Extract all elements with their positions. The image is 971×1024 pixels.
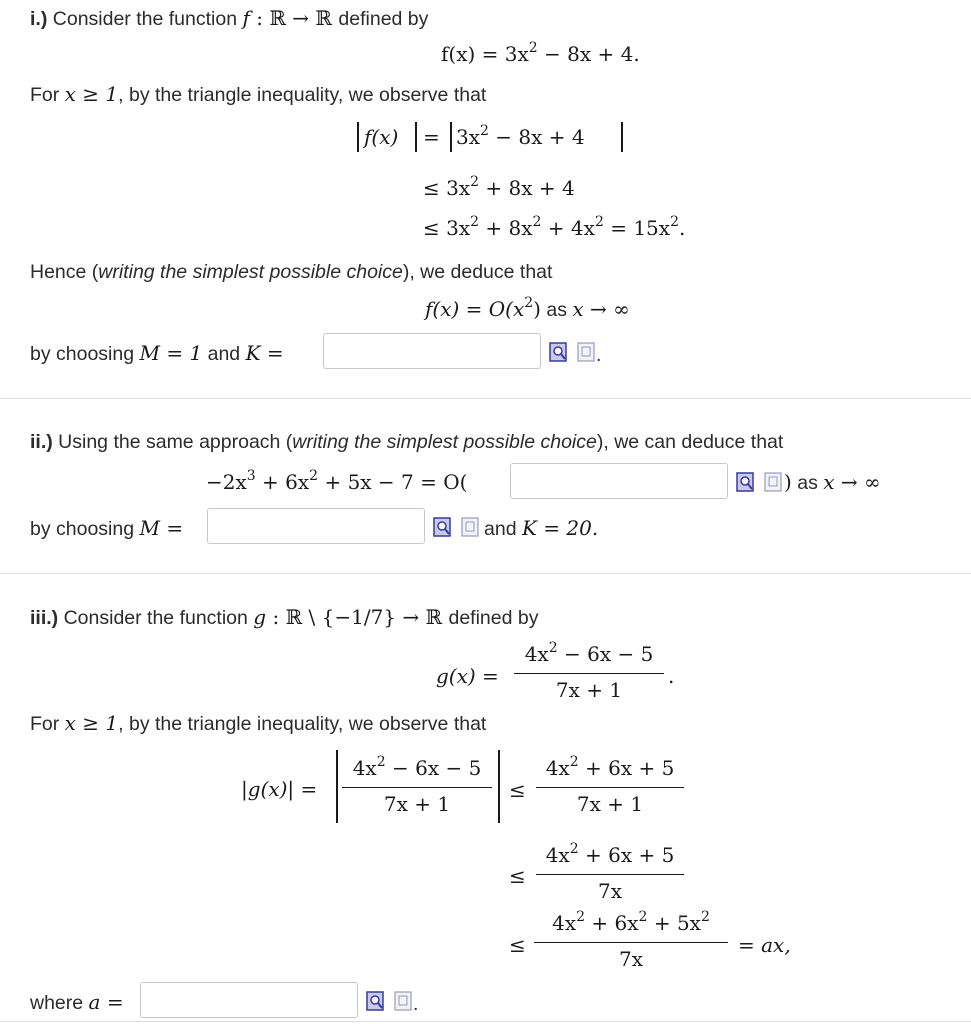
part1-choosing-text: by choosing — [30, 343, 135, 365]
part2-expr-e2: 2 — [309, 468, 319, 484]
part2-as-text: as — [791, 472, 824, 494]
part3-func-map: : ℝ \ {−1/7} → ℝ — [266, 605, 449, 629]
part1-ineq-line3 — [423, 216, 685, 240]
part1-def-exp: 2 — [528, 40, 538, 56]
part3-f1-fraction-bar — [342, 787, 492, 788]
part2-limit: x → ∞ — [823, 470, 881, 494]
part3-f4-numerator — [534, 911, 728, 935]
part1-hence-pre: Hence ( — [30, 261, 99, 283]
part1-intro-line — [30, 6, 428, 31]
part3-f2-num-a: 4x — [545, 756, 570, 780]
part3-f1-num-b: − 6x − 5 — [385, 756, 482, 780]
part3-g-numerator — [514, 642, 664, 666]
part3-le-3: ≤ — [509, 933, 526, 957]
part3-a-eq: a = — [88, 990, 124, 1014]
part3-abs-lhs: |g(x)| = — [241, 777, 318, 801]
part3-defined-by: defined by — [448, 607, 539, 629]
part1-line3-e2: 2 — [532, 214, 542, 230]
part1-for-text: For — [30, 84, 60, 106]
part1-hence-ital: writing the simplest possible choice — [98, 261, 403, 283]
part3-f4-num-e3: 2 — [700, 909, 710, 925]
part3-f4-num-b: + 6x — [585, 911, 639, 935]
part1-icon-end: . — [596, 344, 602, 366]
help-file-icon[interactable] — [461, 517, 479, 537]
part3-f1-num-a: 4x — [352, 756, 377, 780]
part1-line3-end: . — [678, 216, 686, 240]
part1-as-text: as — [540, 299, 573, 321]
help-file-icon[interactable] — [764, 472, 782, 492]
part2-intro-ital: writing the simplest possible choice — [292, 431, 597, 453]
part3-icon-end: . — [413, 993, 419, 1015]
help-file-icon[interactable] — [577, 342, 595, 362]
part3-f3-fraction-bar — [536, 874, 684, 875]
part1-ineq-line2 — [423, 176, 575, 200]
part1-intro: Consider the function — [52, 8, 238, 30]
part3-g-fraction-bar — [514, 673, 664, 674]
part1-condition: x ≥ 1 — [64, 82, 119, 106]
part3-for-line — [30, 711, 486, 736]
part3-condition: x ≥ 1 — [64, 711, 119, 735]
part3-g-dot: . — [668, 664, 675, 688]
part2-expression-tail — [784, 470, 881, 495]
part1-triangle-text: , by the triangle inequality, we observe that — [118, 84, 487, 106]
part3-f3-num-b: + 6x + 5 — [578, 843, 675, 867]
part3-f3-num-a: 4x — [545, 843, 570, 867]
part3-intro: Consider the function — [63, 607, 248, 629]
part3-f2-num-exp: 2 — [569, 754, 579, 770]
part1-line3-e4: 2 — [670, 214, 679, 230]
part3-f1-num-exp: 2 — [376, 754, 386, 770]
part1-K-eq: K = — [245, 341, 284, 365]
part3-f2-denominator: 7x + 1 — [576, 792, 644, 816]
part1-bigo-a: f(x) = O(x — [425, 297, 525, 321]
part1-heading: i.) — [30, 8, 48, 30]
part1-abs-inner-a: 3x — [456, 125, 481, 149]
part3-a-input[interactable] — [140, 982, 358, 1018]
part3-f1-numerator — [342, 756, 492, 780]
preview-icon[interactable] — [433, 517, 451, 537]
part1-abs-bar-left — [357, 122, 359, 152]
part1-abs-lhs: f(x) — [364, 125, 399, 149]
part1-bigo-b: ) — [533, 297, 541, 321]
part1-abs-inner-exp: 2 — [480, 123, 489, 139]
part3-g-denominator: 7x + 1 — [555, 678, 623, 702]
part2-intro-pre: Using the same approach ( — [58, 431, 293, 453]
part3-f3-numerator — [536, 843, 684, 867]
part1-choosing-line — [30, 341, 284, 366]
part3-func-name: g — [253, 605, 267, 629]
part1-hence-line — [30, 261, 552, 284]
part1-abs-inner-b: − 8x + 4 — [488, 125, 585, 149]
part1-abs-eq: = — [423, 125, 440, 149]
part3-le-1: ≤ — [509, 778, 526, 802]
part1-defined-by: defined by — [338, 8, 429, 30]
part2-intro-line — [30, 431, 783, 454]
part2-expr-b: + 6x — [255, 470, 310, 494]
preview-icon[interactable] — [549, 342, 567, 362]
part1-K-input[interactable] — [323, 333, 541, 369]
part1-and-text: and — [202, 343, 246, 365]
part1-line3-a: ≤ 3x — [423, 216, 471, 240]
part3-f4-fraction-bar — [534, 942, 728, 943]
part2-M-eq: M = — [139, 516, 184, 540]
part2-expr-c: + 5x − 7 = O( — [318, 470, 468, 494]
divider — [0, 1021, 971, 1022]
part2-choosing-text: by choosing — [30, 518, 135, 540]
divider — [0, 573, 971, 574]
part1-line2-exp: 2 — [470, 174, 480, 190]
part2-intro-post: ), we can deduce that — [596, 431, 784, 453]
part2-K-eq: K = 20. — [521, 516, 599, 540]
preview-icon[interactable] — [736, 472, 754, 492]
part3-f2-num-b: + 6x + 5 — [578, 756, 675, 780]
part1-bigo-line — [425, 297, 630, 322]
part1-bigo-exp: 2 — [524, 295, 534, 311]
part2-bigo-input[interactable] — [510, 463, 728, 499]
part1-limit: x → ∞ — [572, 297, 630, 321]
part1-line2-a: ≤ 3x — [423, 176, 471, 200]
part3-intro-line — [30, 605, 538, 630]
part2-and-text: and — [484, 518, 517, 540]
part1-def-lhs: f(x) = 3x — [441, 42, 529, 66]
part3-where-text: where — [30, 992, 84, 1014]
part1-line3-e1: 2 — [470, 214, 480, 230]
part3-g-lhs: g(x) = — [436, 664, 499, 688]
part1-line2-b: + 8x + 4 — [479, 176, 575, 200]
part2-heading: ii.) — [30, 431, 53, 453]
part3-f3-num-exp: 2 — [569, 841, 579, 857]
part3-where-line — [30, 990, 124, 1015]
part3-g-num-exp: 2 — [548, 640, 558, 656]
part3-f4-num-e2: 2 — [638, 909, 648, 925]
part3-heading: iii.) — [30, 607, 59, 629]
part1-func-name: f — [242, 6, 250, 30]
part2-expr-a: −2x — [206, 470, 247, 494]
part3-g-num-b: − 6x − 5 — [557, 642, 654, 666]
part3-f4-eq: = ax, — [738, 933, 791, 957]
part3-abs-bar-left — [336, 750, 338, 823]
part1-line3-d: = 15x — [603, 216, 671, 240]
part3-f4-denominator: 7x — [618, 947, 643, 971]
part1-abs-bar-mid — [415, 122, 417, 152]
part2-expression — [206, 470, 467, 494]
help-file-icon[interactable] — [394, 991, 412, 1011]
part1-line3-b: + 8x — [479, 216, 533, 240]
part1-abs-bar-inner-left — [450, 122, 452, 152]
part1-line3-c: + 4x — [541, 216, 595, 240]
part2-close-paren: ) — [784, 470, 792, 494]
part3-for-text: For — [30, 713, 60, 735]
part2-expr-e1: 3 — [246, 468, 256, 484]
part1-abs-inner — [456, 125, 585, 149]
part3-f1-denominator: 7x + 1 — [383, 792, 451, 816]
part3-le-2: ≤ — [509, 864, 526, 888]
part3-f4-num-e1: 2 — [576, 909, 586, 925]
part1-M-eq: M = 1 — [139, 341, 203, 365]
part2-K-line — [484, 516, 598, 541]
part1-func-map: : ℝ → ℝ — [249, 6, 339, 30]
part3-f4-num-a: 4x — [552, 911, 577, 935]
part2-M-input[interactable] — [207, 508, 425, 544]
part3-triangle-text: , by the triangle inequality, we observe that — [118, 713, 487, 735]
part1-abs-bar-right — [621, 122, 623, 152]
part3-g-num-a: 4x — [524, 642, 549, 666]
part3-f2-numerator — [536, 756, 684, 780]
part3-abs-bar-right — [498, 750, 500, 823]
part3-f2-fraction-bar — [536, 787, 684, 788]
part1-def-rhs: − 8x + 4. — [537, 42, 640, 66]
part1-definition — [441, 42, 640, 66]
part2-choosing-line — [30, 516, 183, 541]
part1-for-line — [30, 82, 486, 107]
part3-f4-num-c: + 5x — [647, 911, 701, 935]
divider — [0, 398, 971, 399]
part3-f3-denominator: 7x — [597, 879, 622, 903]
part1-hence-post: ), we deduce that — [402, 261, 553, 283]
preview-icon[interactable] — [366, 991, 384, 1011]
part1-line3-e3: 2 — [594, 214, 604, 230]
